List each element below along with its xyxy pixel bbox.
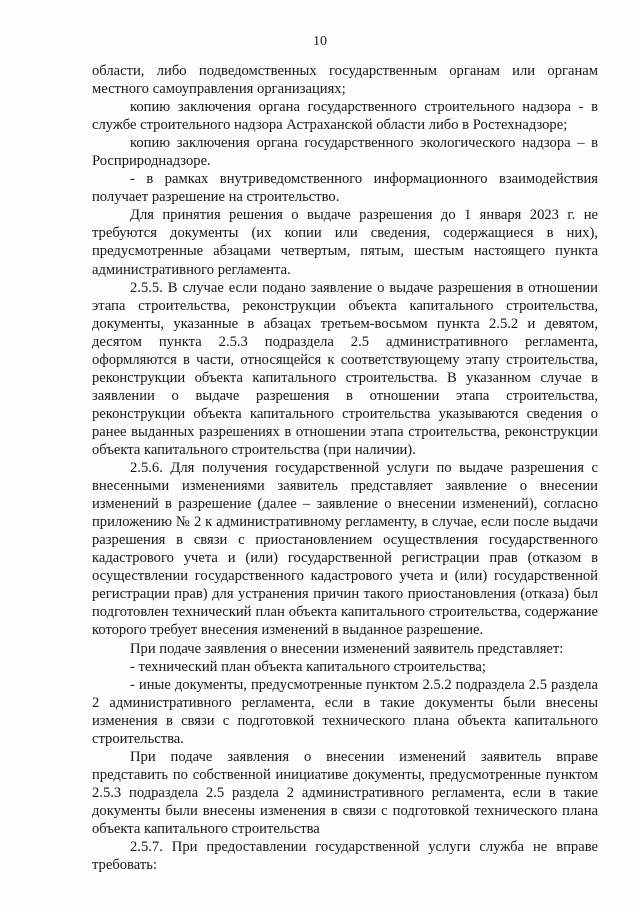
paragraph-own-initiative: При подаче заявления о внесении изменений заявитель вправе представить по собственной инициативе документы, предусмотренные пунктом 2.5.3 подраздела 2.5 раздела 2 административного регламента, если в такие документы были внесены изменения в связи с подготовкой технического плана объекта капитального строительства: [92, 748, 598, 837]
paragraph-3: копию заключения органа государственного экологического надзора – в Росприроднадзоре.: [92, 135, 598, 170]
list-item-other-documents: - иные документы, предусмотренные пунктом 2.5.2 подраздела 2.5 раздела 2 административного регламента, если в такие документы были внесены изменения в связи с подготовкой технического плана объекта капитального строительства.: [92, 676, 598, 747]
paragraph-2: копию заключения органа государственного строительного надзора - в службе строительного надзора Астраханской области либо в Ростехнадзоре;: [92, 99, 598, 134]
paragraph-1: области, либо подведомственных государственным органам или органам местного самоуправления организациях;: [92, 63, 598, 98]
list-item-technical-plan: - технический план объекта капитального строительства;: [130, 658, 486, 675]
section-2-5-5: 2.5.5. В случае если подано заявление о выдаче разрешения в отношении этапа строительства, реконструкции объекта капитального строительства, документы, указанные в абзацах третьем-восьмом пункта 2.5.2 и девятом, десятом пункта 2.5.3 подраздела 2.5 административного регламента, оформляются в части, относящейся к соответствующему этапу строительства, реконструкции объекта капитального строительства. В указанном случае в заявлении о выдаче разрешения в отношении этапа строительства, реконструкции объекта капитального строительства указываются сведения о ранее выданных разрешениях в отношении этапа строительства, реконструкции объекта капитального строительства (при наличии).: [92, 279, 598, 458]
paragraph-4: - в рамках внутриведомственного информационного взаимодействия получает разрешение на строительство.: [92, 171, 598, 206]
section-2-5-7: 2.5.7. При предоставлении государственной услуги служба не вправе требовать:: [92, 839, 598, 874]
paragraph-5: Для принятия решения о выдаче разрешения до 1 января 2023 г. не требуются документы (их копии или сведения, содержащиеся в них), предусмотренные абзацами четвертым, пятым, шестым настоящего пункта административного регламента.: [92, 207, 598, 278]
paragraph-applicant-submits: При подаче заявления о внесении изменений заявитель представляет:: [130, 640, 564, 657]
document-body: [92, 62, 598, 874]
section-2-5-6: 2.5.6. Для получения государственной услуги по выдаче разрешения с внесенными изменениями заявитель представляет заявление о внесении изменений в разрешение (далее – заявление о внесении изменений), согласно приложению № 2 к административному регламенту, в случае, если после выдачи разрешения в связи с приостановлением осуществления государственного кадастрового учета и (или) государственной регистрации прав (отказом в осуществлении государственного кадастрового учета и (или) государственной регистрации прав) для устранения причин такого приостановления (отказа) был подготовлен технический план объекта капитального строительства, содержание которого требует внесения изменений в выданное разрешение.: [92, 460, 598, 639]
page-number: 10: [313, 34, 327, 49]
